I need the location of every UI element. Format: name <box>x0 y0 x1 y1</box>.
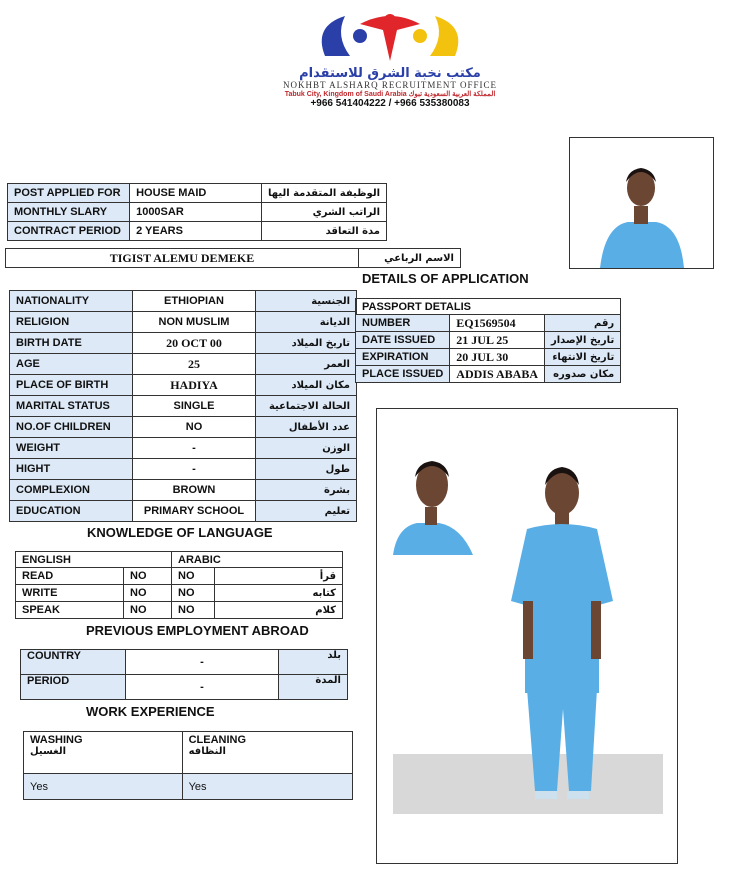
detail-row <box>10 312 357 333</box>
detail-row <box>10 480 357 501</box>
detail-row <box>10 438 357 459</box>
applicant-name-arabic: الاسم الرباعي <box>359 249 461 268</box>
language-arabic: NO <box>172 568 215 585</box>
detail-row <box>10 459 357 480</box>
language-skill: READ <box>16 568 124 585</box>
passport-label: NUMBER <box>356 315 450 332</box>
applicant-name: TIGIST ALEMU DEMEKE <box>6 249 359 268</box>
language-arabic: NO <box>172 585 215 602</box>
job-row <box>8 184 387 203</box>
employment-row <box>21 675 348 700</box>
office-english-name: NOKHBT ALSHARQ RECRUITMENT OFFICE <box>283 80 497 90</box>
detail-value: - <box>133 459 256 480</box>
detail-arabic: الحالة الاجتماعية <box>256 396 357 417</box>
passport-label: EXPIRATION <box>356 349 450 366</box>
language-row <box>16 585 343 602</box>
detail-label: HIGHT <box>10 459 133 480</box>
detail-row <box>10 501 357 522</box>
detail-label: AGE <box>10 354 133 375</box>
passport-row <box>356 332 621 349</box>
office-phones: +966 541404222 / +966 535380083 <box>310 98 470 109</box>
detail-arabic: مكان الميلاد <box>256 375 357 396</box>
detail-value: NON MUSLIM <box>133 312 256 333</box>
detail-label: COMPLEXION <box>10 480 133 501</box>
passport-arabic: تاريخ الإصدار <box>544 332 620 349</box>
passport-row <box>356 366 621 383</box>
passport-value: EQ1569504 <box>450 315 545 332</box>
details-table <box>9 290 357 522</box>
language-english: NO <box>124 568 172 585</box>
passport-label: DATE ISSUED <box>356 332 450 349</box>
detail-value: NO <box>133 417 256 438</box>
employment-table <box>20 649 348 700</box>
language-col-arabic: ARABIC <box>172 552 343 568</box>
experience-value: Yes <box>24 774 183 800</box>
detail-label: EDUCATION <box>10 501 133 522</box>
detail-arabic: تعليم <box>256 501 357 522</box>
detail-arabic: بشرة <box>256 480 357 501</box>
passport-arabic: رقم <box>544 315 620 332</box>
job-table <box>7 183 387 241</box>
job-label: CONTRACT PERIOD <box>8 222 130 241</box>
detail-arabic: الديانة <box>256 312 357 333</box>
detail-label: NO.OF CHILDREN <box>10 417 133 438</box>
detail-arabic: عدد الأطفال <box>256 417 357 438</box>
language-english: NO <box>124 602 172 619</box>
employment-value: - <box>126 650 279 675</box>
job-arabic: الوظيفة المتقدمة اليها <box>262 184 387 203</box>
full-body-photo <box>376 408 678 864</box>
detail-arabic: طول <box>256 459 357 480</box>
language-ar-label: كلام <box>215 602 343 619</box>
detail-arabic: الوزن <box>256 438 357 459</box>
office-arabic-name: مكتب نخبة الشرق للاستقدام <box>299 66 481 81</box>
language-table <box>15 551 343 619</box>
detail-value: PRIMARY SCHOOL <box>133 501 256 522</box>
passport-arabic: تاريخ الانتهاء <box>544 349 620 366</box>
passport-arabic: مكان صدوره <box>544 366 620 383</box>
language-row <box>16 568 343 585</box>
detail-value: - <box>133 438 256 459</box>
employment-arabic: المدة <box>279 675 348 700</box>
employment-arabic: بلد <box>279 650 348 675</box>
detail-value: HADIYA <box>133 375 256 396</box>
experience-table <box>23 731 353 800</box>
language-col-english: ENGLISH <box>16 552 172 568</box>
detail-arabic: الجنسية <box>256 291 357 312</box>
employment-row <box>21 650 348 675</box>
experience-value: Yes <box>182 774 352 800</box>
detail-value: BROWN <box>133 480 256 501</box>
passport-title: PASSPORT DETALIS <box>356 299 621 315</box>
language-english: NO <box>124 585 172 602</box>
job-value: 2 YEARS <box>130 222 262 241</box>
detail-label: WEIGHT <box>10 438 133 459</box>
language-arabic: NO <box>172 602 215 619</box>
experience-item <box>24 732 183 774</box>
passport-table <box>355 298 621 383</box>
job-row <box>8 222 387 241</box>
language-skill: WRITE <box>16 585 124 602</box>
detail-value: 20 OCT 00 <box>133 333 256 354</box>
experience-label: CLEANING <box>188 734 247 746</box>
experience-title: WORK EXPERIENCE <box>86 704 215 719</box>
language-row <box>16 602 343 619</box>
detail-row <box>10 291 357 312</box>
language-title: KNOWLEDGE OF LANGUAGE <box>87 525 273 540</box>
detail-label: RELIGION <box>10 312 133 333</box>
experience-arabic: الغسيل <box>30 746 67 757</box>
language-ar-label: قرأ <box>215 568 343 585</box>
detail-label: NATIONALITY <box>10 291 133 312</box>
detail-row <box>10 417 357 438</box>
detail-label: BIRTH DATE <box>10 333 133 354</box>
detail-arabic: العمر <box>256 354 357 375</box>
passport-value: ADDIS ABABA <box>450 366 545 383</box>
job-value: HOUSE MAID <box>130 184 262 203</box>
detail-row <box>10 396 357 417</box>
detail-label: MARITAL STATUS <box>10 396 133 417</box>
job-label: POST APPLIED FOR <box>8 184 130 203</box>
details-title: DETAILS OF APPLICATION <box>362 271 529 286</box>
passport-value: 20 JUL 30 <box>450 349 545 366</box>
experience-arabic: النظافه <box>188 746 226 757</box>
employment-label: COUNTRY <box>21 650 126 675</box>
detail-value: SINGLE <box>133 396 256 417</box>
detail-row <box>10 333 357 354</box>
employment-title: PREVIOUS EMPLOYMENT ABROAD <box>86 623 309 638</box>
detail-label: PLACE OF BIRTH <box>10 375 133 396</box>
employment-label: PERIOD <box>21 675 126 700</box>
job-row <box>8 203 387 222</box>
job-value: 1000SAR <box>130 203 262 222</box>
experience-label: WASHING <box>30 734 83 746</box>
passport-label: PLACE ISSUED <box>356 366 450 383</box>
detail-value: ETHIOPIAN <box>133 291 256 312</box>
language-skill: SPEAK <box>16 602 124 619</box>
detail-row <box>10 375 357 396</box>
office-location: Tabuk City, Kingdom of Saudi Arabia المملكة العربية السعودية تبوك <box>284 91 496 98</box>
passport-row <box>356 349 621 366</box>
passport-photo <box>569 137 714 269</box>
detail-arabic: تاريخ الميلاد <box>256 333 357 354</box>
detail-row <box>10 354 357 375</box>
employment-value: - <box>126 675 279 700</box>
language-ar-label: كتابه <box>215 585 343 602</box>
experience-item <box>182 732 352 774</box>
passport-row <box>356 315 621 332</box>
job-label: MONTHLY SLARY <box>8 203 130 222</box>
detail-value: 25 <box>133 354 256 375</box>
logo <box>305 6 475 68</box>
passport-value: 21 JUL 25 <box>450 332 545 349</box>
name-table <box>5 248 461 268</box>
job-arabic: الراتب الشري <box>262 203 387 222</box>
job-arabic: مدة التعاقد <box>262 222 387 241</box>
